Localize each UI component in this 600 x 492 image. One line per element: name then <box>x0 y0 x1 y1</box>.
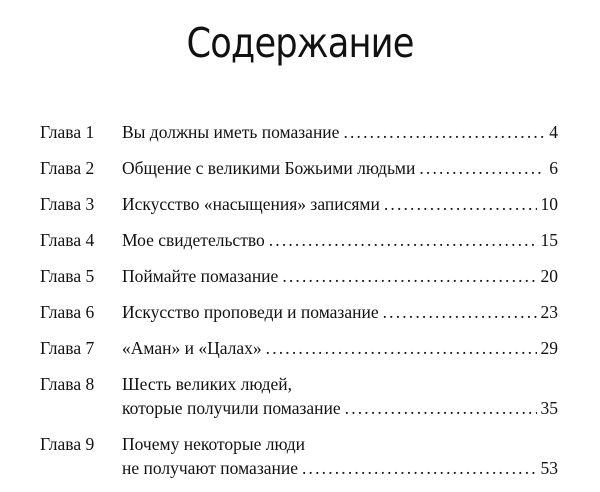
chapter-title: Поймайте помазание <box>122 266 279 286</box>
entry-line <box>122 120 558 144</box>
page-number: 10 <box>540 194 558 214</box>
table-of-contents <box>40 120 558 492</box>
chapter-title-line-1: Шесть великих людей, <box>122 374 292 394</box>
chapter-title: Искусство проповеди и помазание <box>122 302 379 322</box>
toc-entry-chapter-5[interactable] <box>40 264 558 288</box>
page-number: 35 <box>540 398 558 418</box>
toc-entry-chapter-8[interactable] <box>40 372 558 420</box>
page-number: 53 <box>540 458 558 478</box>
page-number: 6 <box>549 158 558 178</box>
entry-line <box>122 456 558 480</box>
entry-body <box>122 228 558 252</box>
chapter-label: Глава 4 <box>40 230 95 250</box>
entry-line <box>122 336 558 360</box>
chapter-label: Глава 2 <box>40 158 95 178</box>
page-number: 15 <box>540 230 558 250</box>
entry-line <box>122 192 558 216</box>
page-title: Содержание <box>186 19 414 67</box>
entry-body <box>122 336 558 360</box>
entry-body <box>122 156 558 180</box>
dot-leader <box>419 156 545 180</box>
chapter-title-line-2: не получают помазание <box>122 458 298 478</box>
chapter-title: Вы должны иметь помазание <box>122 122 340 142</box>
chapter-label: Глава 7 <box>40 338 95 358</box>
chapter-label: Глава 3 <box>40 194 95 214</box>
toc-entry-chapter-2[interactable] <box>40 156 558 180</box>
dot-leader <box>266 336 537 360</box>
dot-leader <box>383 300 537 324</box>
entry-body <box>122 120 558 144</box>
entry-body <box>122 192 558 216</box>
dot-leader <box>302 456 537 480</box>
entry-body <box>122 372 558 420</box>
entry-body <box>122 432 558 480</box>
toc-entry-chapter-6[interactable] <box>40 300 558 324</box>
entry-line <box>122 300 558 324</box>
chapter-title: Мое свидетельство <box>122 230 265 250</box>
page-number: 20 <box>540 266 558 286</box>
entry-body <box>122 300 558 324</box>
entry-line <box>122 264 558 288</box>
page-number: 29 <box>540 338 558 358</box>
page-number: 23 <box>540 302 558 322</box>
chapter-title-line-2: которые получили помазание <box>122 398 341 418</box>
dot-leader <box>282 264 536 288</box>
chapter-title: Искусство «насыщения» записями <box>122 194 380 214</box>
chapter-label: Глава 1 <box>40 122 95 142</box>
toc-entry-chapter-4[interactable] <box>40 228 558 252</box>
dot-leader <box>384 192 537 216</box>
dot-leader <box>343 120 545 144</box>
chapter-title: Общение с великими Божьими людьми <box>122 158 416 178</box>
chapter-label: Глава 5 <box>40 266 95 286</box>
chapter-label: Глава 6 <box>40 302 95 322</box>
entry-line <box>122 156 558 180</box>
chapter-label: Глава 8 <box>40 374 95 394</box>
dot-leader <box>269 228 537 252</box>
toc-entry-chapter-3[interactable] <box>40 192 558 216</box>
toc-entry-chapter-1[interactable] <box>40 120 558 144</box>
entry-line <box>122 432 558 456</box>
page-number: 4 <box>549 122 558 142</box>
toc-entry-chapter-9[interactable] <box>40 432 558 480</box>
entry-line <box>122 372 558 396</box>
chapter-title: «Аман» и «Цалах» <box>122 338 262 358</box>
entry-body <box>122 264 558 288</box>
entry-line <box>122 228 558 252</box>
dot-leader <box>345 396 537 420</box>
chapter-title-line-1: Почему некоторые люди <box>122 434 305 454</box>
chapter-label: Глава 9 <box>40 434 95 454</box>
toc-entry-chapter-7[interactable] <box>40 336 558 360</box>
entry-line <box>122 396 558 420</box>
